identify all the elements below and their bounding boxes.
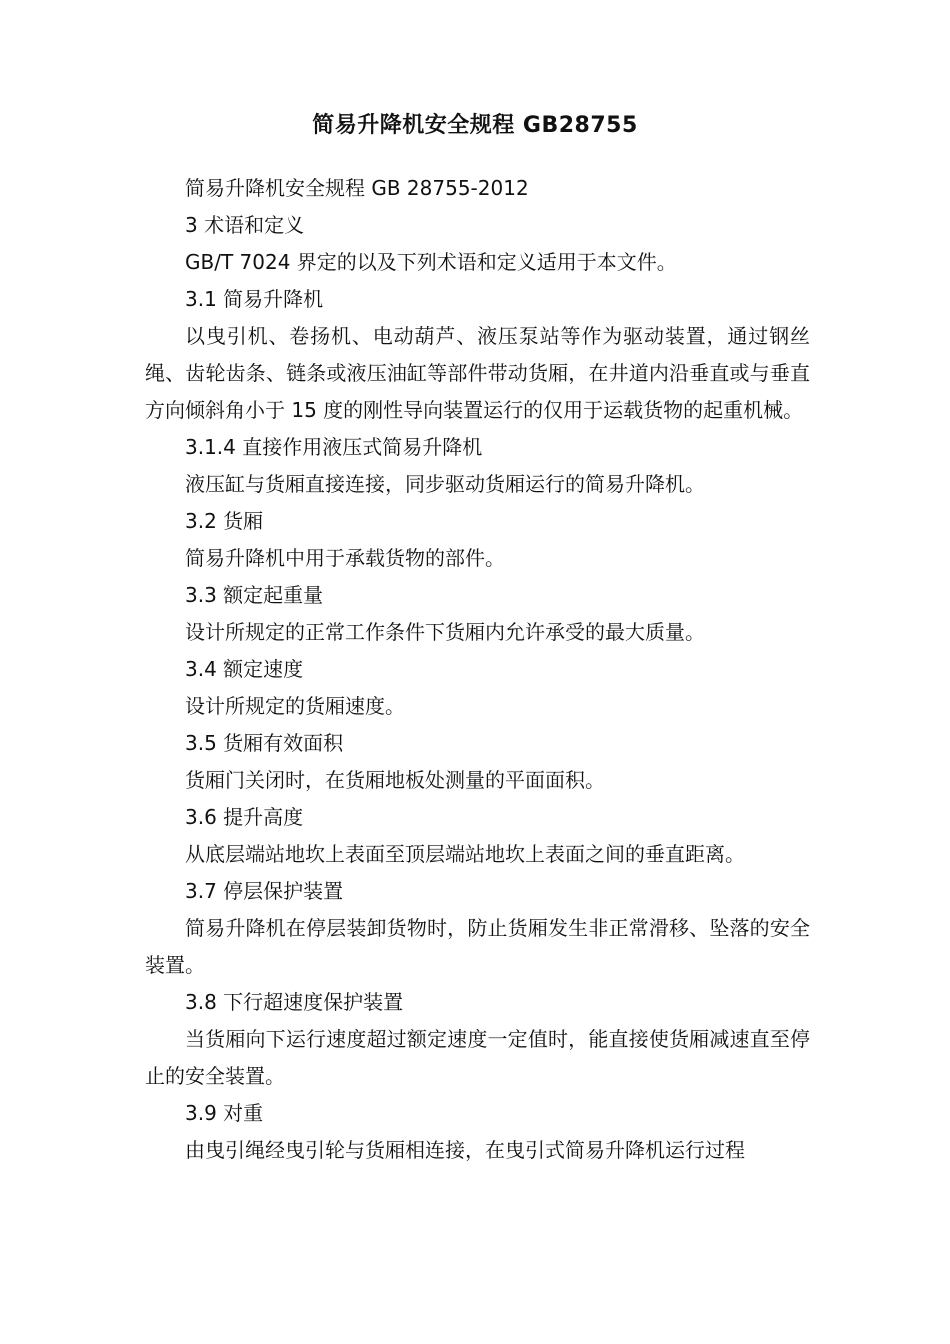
document-title: 简易升降机安全规程 GB28755 xyxy=(312,113,638,138)
term-heading: 3.2 货厢 xyxy=(185,509,264,533)
section-heading: 3 术语和定义 xyxy=(185,213,305,237)
term-heading: 3.1 简易升降机 xyxy=(185,287,324,311)
term-heading: 3.7 停层保护装置 xyxy=(185,879,344,903)
term-heading: 3.6 提升高度 xyxy=(185,805,304,829)
term-heading: 3.5 货厢有效面积 xyxy=(185,731,344,755)
term-heading: 3.4 额定速度 xyxy=(185,657,304,681)
term-heading: 3.8 下行超速度保护装置 xyxy=(185,990,404,1014)
term-definition: 简易升降机在停层装卸货物时，防止货厢发生非正常滑移、坠落的安全装置。 xyxy=(145,916,810,977)
document-body xyxy=(145,170,810,1169)
term-heading: 3.3 额定起重量 xyxy=(185,583,324,607)
term-definition: 设计所规定的货厢速度。 xyxy=(185,694,405,718)
term-definition: 由曳引绳经曳引轮与货厢相连接，在曳引式简易升降机运行过程 xyxy=(185,1138,745,1162)
term-definition: 从底层端站地坎上表面至顶层端站地坎上表面之间的垂直距离。 xyxy=(185,842,745,866)
term-definition: 以曳引机、卷扬机、电动葫芦、液压泵站等作为驱动装置，通过钢丝绳、齿轮齿条、链条或液压油缸等部件带动货厢，在井道内沿垂直或与垂直方向倾斜角小于 15 度的刚性导向装置运行的仅用于运载货物的起重机械。 xyxy=(145,324,810,422)
term-heading: 3.9 对重 xyxy=(185,1101,264,1125)
term-definition: 简易升降机中用于承载货物的部件。 xyxy=(185,546,505,570)
term-heading: 3.1.4 直接作用液压式简易升降机 xyxy=(185,435,483,459)
term-definition: 设计所规定的正常工作条件下货厢内允许承受的最大质量。 xyxy=(185,620,705,644)
standard-reference: 简易升降机安全规程 GB 28755-2012 xyxy=(185,176,529,200)
term-definition: 货厢门关闭时，在货厢地板处测量的平面面积。 xyxy=(185,768,605,792)
term-definition: 液压缸与货厢直接连接，同步驱动货厢运行的简易升降机。 xyxy=(185,472,705,496)
paragraph: GB/T 7024 界定的以及下列术语和定义适用于本文件。 xyxy=(185,250,677,274)
term-definition: 当货厢向下运行速度超过额定速度一定值时，能直接使货厢减速直至停止的安全装置。 xyxy=(145,1027,810,1088)
